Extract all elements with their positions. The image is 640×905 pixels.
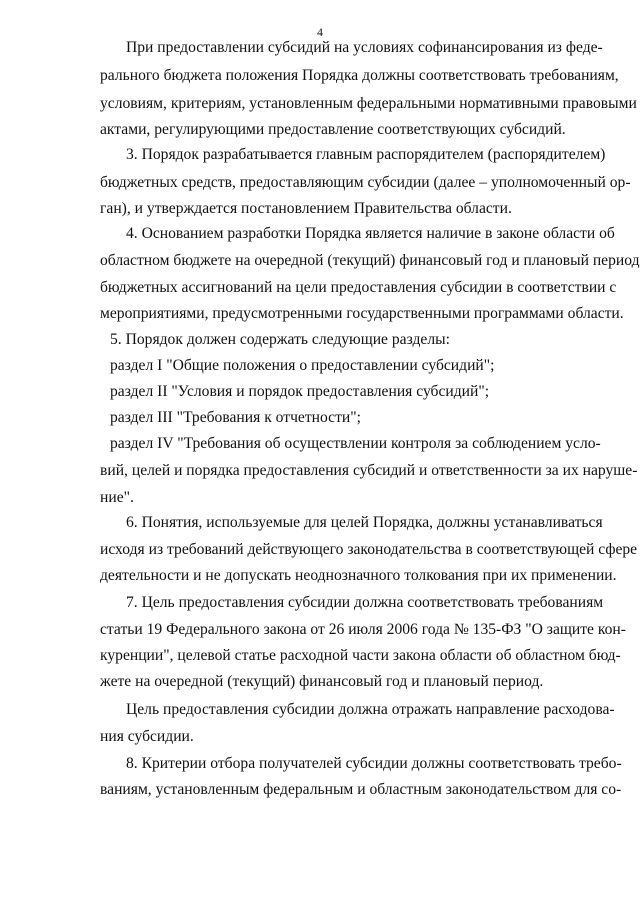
text-line: мероприятиями, предусмотренными государственными программами области. bbox=[100, 305, 624, 322]
text-line: бюджетных ассигнований на цели предоставления субсидии в соответствии с bbox=[100, 279, 617, 296]
text-line: исходя из требований действующего законодательства в соответствующей сфере bbox=[100, 541, 638, 558]
text-line: раздел III "Требования к отчетности"; bbox=[110, 409, 361, 426]
text-line: ние". bbox=[100, 489, 134, 506]
text-line: бюджетных средств, предоставляющим субсидии (далее – уполномоченный ор- bbox=[100, 174, 631, 191]
text-line: деятельности и не допускать неоднозначного толкования при их применении. bbox=[100, 567, 617, 584]
text-line: ния субсидии. bbox=[100, 728, 194, 745]
text-line: раздел I "Общие положения о предоставлении субсидий"; bbox=[110, 357, 495, 374]
text-line: 6. Понятия, используемые для целей Порядка, должны устанавливаться bbox=[126, 514, 603, 531]
page-number: 4 bbox=[317, 25, 323, 39]
text-line: Цель предоставления субсидии должна отражать направление расходова- bbox=[126, 701, 615, 718]
text-line: условиям, критериям, установленным федеральными нормативными правовыми bbox=[100, 95, 637, 112]
text-line: При предоставлении субсидий на условиях софинансирования из феде- bbox=[126, 39, 603, 56]
text-line: 7. Цель предоставления субсидии должна соответствовать требованиям bbox=[126, 594, 604, 611]
text-line: куренции", целевой статье расходной части закона области об областном бюд- bbox=[100, 647, 621, 664]
text-line: 5. Порядок должен содержать следующие разделы: bbox=[110, 331, 450, 348]
text-line: областном бюджете на очередной (текущий) финансовый год и плановый период bbox=[100, 252, 640, 269]
text-line: рального бюджета положения Порядка должны соответствовать требованиям, bbox=[100, 67, 619, 84]
text-line: вий, целей и порядка предоставления субсидий и ответственности за их наруше- bbox=[100, 462, 638, 479]
text-line: актами, регулирующими предоставление соответствующих субсидий. bbox=[100, 121, 566, 138]
text-line: ган), и утверждается постановлением Правительства области. bbox=[100, 200, 512, 217]
text-line: ваниям, установленным федеральным и областным законодательством для со- bbox=[100, 781, 622, 798]
text-line: жете на очередной (текущий) финансовый год и плановый период. bbox=[100, 673, 544, 690]
text-line: статьи 19 Федерального закона от 26 июля 2006 года № 135-ФЗ "О защите кон- bbox=[100, 621, 626, 638]
text-line: раздел IV "Требования об осуществлении контроля за соблюдением усло- bbox=[110, 435, 601, 452]
text-line: 4. Основанием разработки Порядка является наличие в законе области об bbox=[126, 225, 615, 242]
text-line: 8. Критерии отбора получателей субсидии должны соответствовать требо- bbox=[126, 755, 622, 772]
text-line: 3. Порядок разрабатывается главным распорядителем (распорядителем) bbox=[126, 146, 606, 163]
text-line: раздел II "Условия и порядок предоставления субсидий"; bbox=[110, 383, 490, 400]
